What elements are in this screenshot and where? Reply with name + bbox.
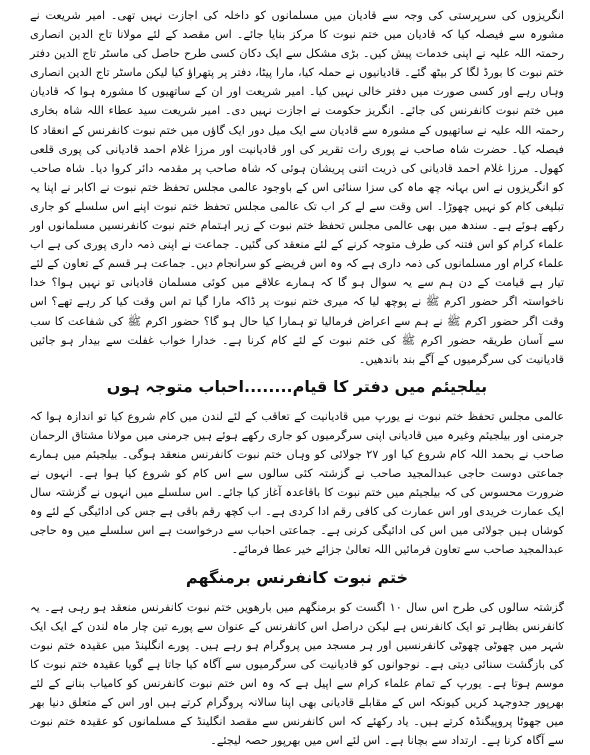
document-page <box>30 6 564 750</box>
birmingham-paragraph: گزشتہ سالوں کی طرح اس سال ۱۰ اگست کو برمنگھم میں بارھویں ختم نبوت کانفرنس منعقد ہو رہی ہے۔ یہ کانفرنس بظاہر تو ایک کانفرنس ہے لیکن دراصل اس کانفرنس کے عنوان سے پورے تین چار ماہ لندن کے ایک ایک شہر میں چھوٹی چھوٹی کانفرنسیں اور ہر مسجد میں پروگرام ہو رہے ہیں۔ پورے انگلینڈ میں عقیدہ ختم نبوت کی بازگشت سنائی دیتی ہے۔ نوجوانوں کو قادیانیت کی سرگرمیوں سے آگاہ کیا جاتا ہے گویا عقیدہ ختم نبوت کا موسم ہوتا ہے۔ یورپ کے تمام علماء کرام سے اپیل ہے کہ وہ اس ختم نبوت کانفرنس کو کامیاب بنانے کے لئے بھرپور جدوجہد کریں کیونکہ اس کے مقابلے قادیانی بھی اپنا سالانہ پروگرام کرتے ہیں اور اس کے متعلق دنیا بھر میں جھوٹا پروپیگنڈہ کرتے ہیں۔ یاد رکھئے کہ اس کانفرنس سے مقصد انگلینڈ کے مسلمانوں کو عقیدہ ختم نبوت سے آگاہ کرنا ہے۔ ارتداد سے بچانا ہے۔ اس لئے اس میں بھرپور حصہ لیجئے۔ <box>30 600 564 748</box>
belgium-office-heading: بیلجیئم میں دفتر کا قیام........احباب متوجہ ہوں <box>106 376 488 396</box>
belgium-paragraph: عالمی مجلس تحفظ ختم نبوت نے یورپ میں قادیانیت کے تعاقب کے لئے لندن میں کام شروع کیا تو اندازہ ہوا کہ جرمنی اور بیلجیئم وغیرہ میں قادیانی اپنی سرگرمیوں کو جاری رکھے ہوئے ہیں جرمنی میں مولانا مشتاق الرحمان صاحب نے بحمد اللہ کام شروع کیا اور ۲۷ جولائی کو وہاں ختم نبوت کانفرنس منعقد ہوگی۔ بیلجیئم میں ہمارے جماعتی دوست حاجی عبدالمجید صاحب نے گزشتہ کئی سالوں سے اس کام کو شروع کیا ہوا ہے۔ انہوں نے ضرورت محسوس کی کہ بیلجیئم میں ختم نبوت کا باقاعدہ آغاز کیا جائے۔ اس سلسلے میں انہوں نے گزشتہ سال ایک عمارت خریدی اور اس عمارت کی کافی رقم ادا کردی ہے۔ اب کچھ رقم باقی ہے جس کی ادائیگی کے لئے وہ کوشاں ہیں جولائی میں اس کی ادائیگی کرنی ہے۔ جماعتی احباب سے درخواست ہے اس سلسلے میں وہ حاجی عبدالمجید صاحب سے تعاون فرمائیں اللہ تعالیٰ جزائے خیر عطا فرمائے۔ <box>30 409 564 557</box>
intro-paragraph: انگریزوں کی سرپرستی کی وجہ سے قادیان میں مسلمانوں کو داخلہ کی اجازت نہیں تھی۔ امیر شریعت نے مشورہ سے فیصلہ کیا کہ قادیان میں ختم نبوت کا مرکز بنایا جائے۔ اس مقصد کے لئے مولانا تاج الدین انصاری رحمتہ اللہ علیہ نے اپنی خدمات پیش کیں۔ بڑی مشکل سے ایک دکان کسی طرح حاصل کی ماسٹر تاج الدین دفتر ختم نبوت کا بورڈ لگا کر بیٹھ گئے۔ قادیانیوں نے حملہ کیا، مارا پیٹا، دفتر پر پتھراؤ کیا لیکن ماسٹر تاج الدین انصاری وہاں رہے اور کسی صورت میں دفتر خالی نہیں کیا۔ امیر شریعت اور ان کے ساتھیوں کا مشورہ ہوا کہ قادیان میں ختم نبوت کانفرنس کی جائے۔ انگریز حکومت نے اجازت نہیں دی۔ امیر شریعت سید عطاء اللہ شاہ بخاری رحمتہ اللہ علیہ نے ساتھیوں کے مشورہ سے قادیان سے ایک میل دور ایک گاؤں میں ختم نبوت کانفرنس کے انعقاد کا فیصلہ کیا۔ حضرت شاہ صاحب نے پوری رات تقریر کی اور قادیانیت اور مرزا غلام احمد قادیانی کی پوری قلعی کھول۔ مرزا غلام احمد قادیانی کی ذریت اتنی پریشان ہوئی کہ شاہ صاحب پر مقدمہ دائر کروا دیا۔ شاہ صاحب کو انگریزوں نے اس بہانہ چھ ماہ کی سزا سنائی اس کے باوجود عالمی مجلس تحفظ ختم نبوت نے اکابر نے اپنا یہ تبلیغی کام کو نہیں چھوڑا۔ اس وقت سے لے کر اب تک عالمی مجلس تحفظ ختم نبوت اپنے اس سلسلے کو جاری رکھے ہوئے ہے۔ سندھ میں بھی عالمی مجلس تحفظ ختم نبوت کے زیر اہتمام ختم نبوت کانفرنسیں مسلمانوں اور علماء کرام کو اس فتنہ کی طرف متوجہ کرنے کے لئے منعقد کی گئیں۔ جماعت نے اپنی ذمہ داری پوری کی ہے اب علماء کرام اور مسلمانوں کی ذمہ داری ہے کہ وہ اس فریضے کو سرانجام دیں۔ جماعت ہر قسم کے تعاون کے لئے تیار ہے قیامت کے دن ہم سے یہ سوال ہو گا کہ ہمارے علاقے میں کوئی مسلمان قادیانی تو نہیں ہوا؟ خدا ناخواستہ اگر حضور اکرم ﷺ نے پوچھ لیا کہ میری ختم نبوت پر ڈاکہ مارا گیا تم اس وقت کیا کر رہے تھے؟ اس وقت اگر حضور اکرم ﷺ نے ہم سے اعراض فرمالیا تو ہمارا کیا حال ہو گا؟ حضور اکرم ﷺ کی شفاعت کا سب سے آسان طریقہ حضور اکرم ﷺ کی ختم نبوت کے لئے کام کرنا ہے۔ خدارا خواب غفلت سے بیدار ہو جائیں قادیانیت کی سرگرمیوں کے آگے بند باندھیں۔ <box>30 9 564 366</box>
birmingham-conference-heading: ختم نبوت کانفرنس برمنگھم <box>185 567 409 587</box>
